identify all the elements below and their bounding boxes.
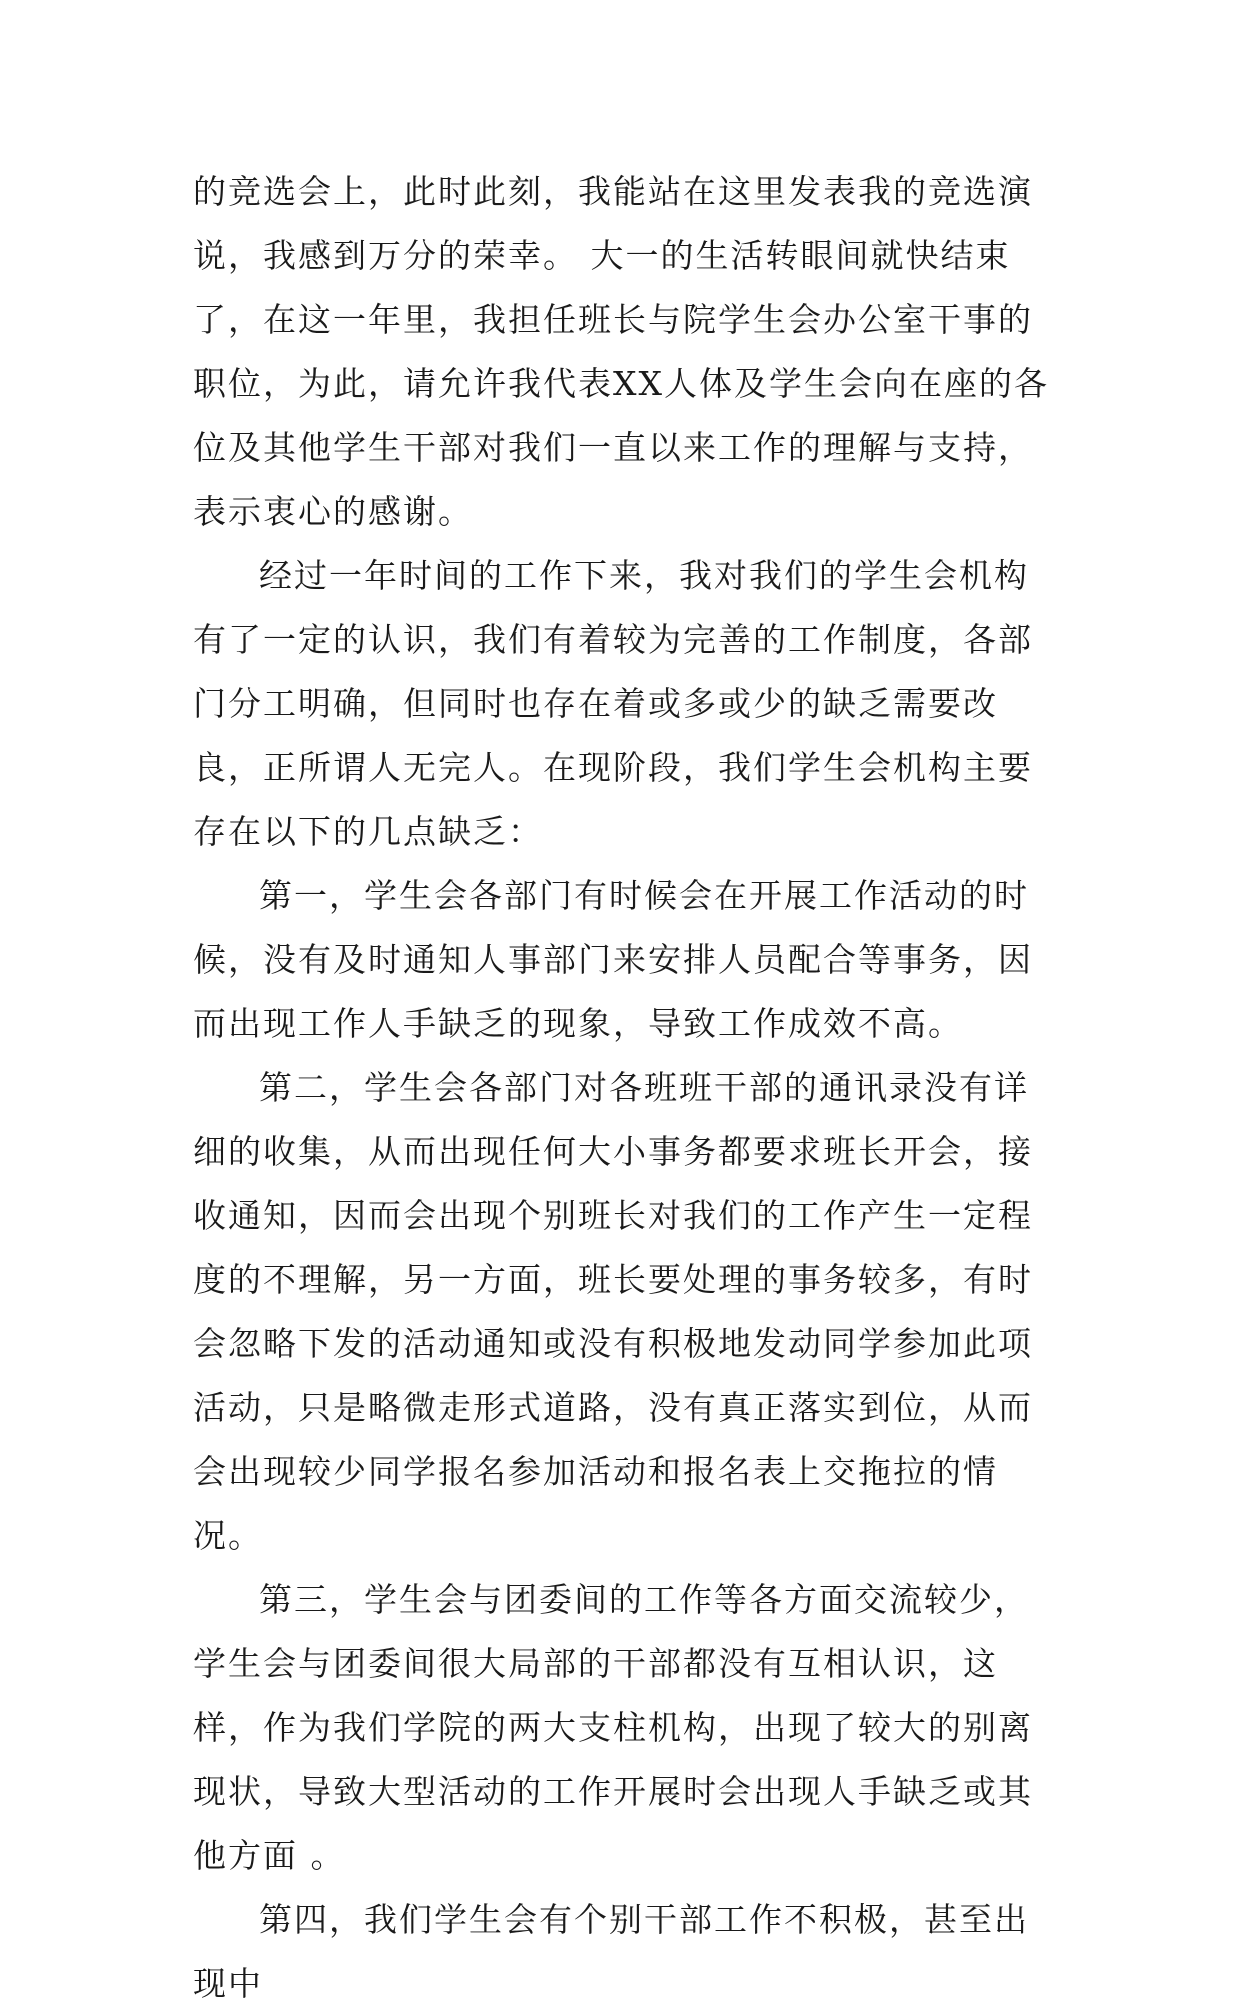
paragraph-continuation: 的竞选会上，此时此刻，我能站在这里发表我的竞选演说，我感到万分的荣幸。 大一的生活转眼间就快结束了，在这一年里，我担任班长与院学生会办公室干事的职位，为此，请允许我代表XX人体及学生会向在座的各位及其他学生干部对我们一直以来工作的理解与支持，表示衷心的感谢。 [193,172,1049,531]
document-body [193,160,1063,2016]
paragraph-third-issue: 第三，学生会与团委间的工作等各方面交流较少，学生会与团委间很大局部的干部都没有互相认识，这样，作为我们学院的两大支柱机构，出现了较大的别离现状，导致大型活动的工作开展时会出现人手缺乏或其他方面 。 [193,1580,1033,1875]
paragraph-first-issue: 第一，学生会各部门有时候会在开展工作活动的时候，没有及时通知人事部门来安排人员配合等事务，因而出现工作人手缺乏的现象，导致工作成效不高。 [193,876,1033,1043]
paragraph-understanding: 经过一年时间的工作下来，我对我们的学生会机构有了一定的认识，我们有着较为完善的工作制度，各部门分工明确，但同时也存在着或多或少的缺乏需要改良，正所谓人无完人。在现阶段，我们学生会机构主要存在以下的几点缺乏： [193,556,1033,851]
paragraph-second-issue: 第二，学生会各部门对各班班干部的通讯录没有详细的收集，从而出现任何大小事务都要求班长开会，接收通知，因而会出现个别班长对我们的工作产生一定程度的不理解，另一方面，班长要处理的事务较多，有时会忽略下发的活动通知或没有积极地发动同学参加此项活动，只是略微走形式道路，没有真正落实到位，从而会出现较少同学报名参加活动和报名表上交拖拉的情况。 [193,1068,1033,1555]
paragraph-fourth-issue: 第四，我们学生会有个别干部工作不积极，甚至出现中 [193,1900,1029,2003]
